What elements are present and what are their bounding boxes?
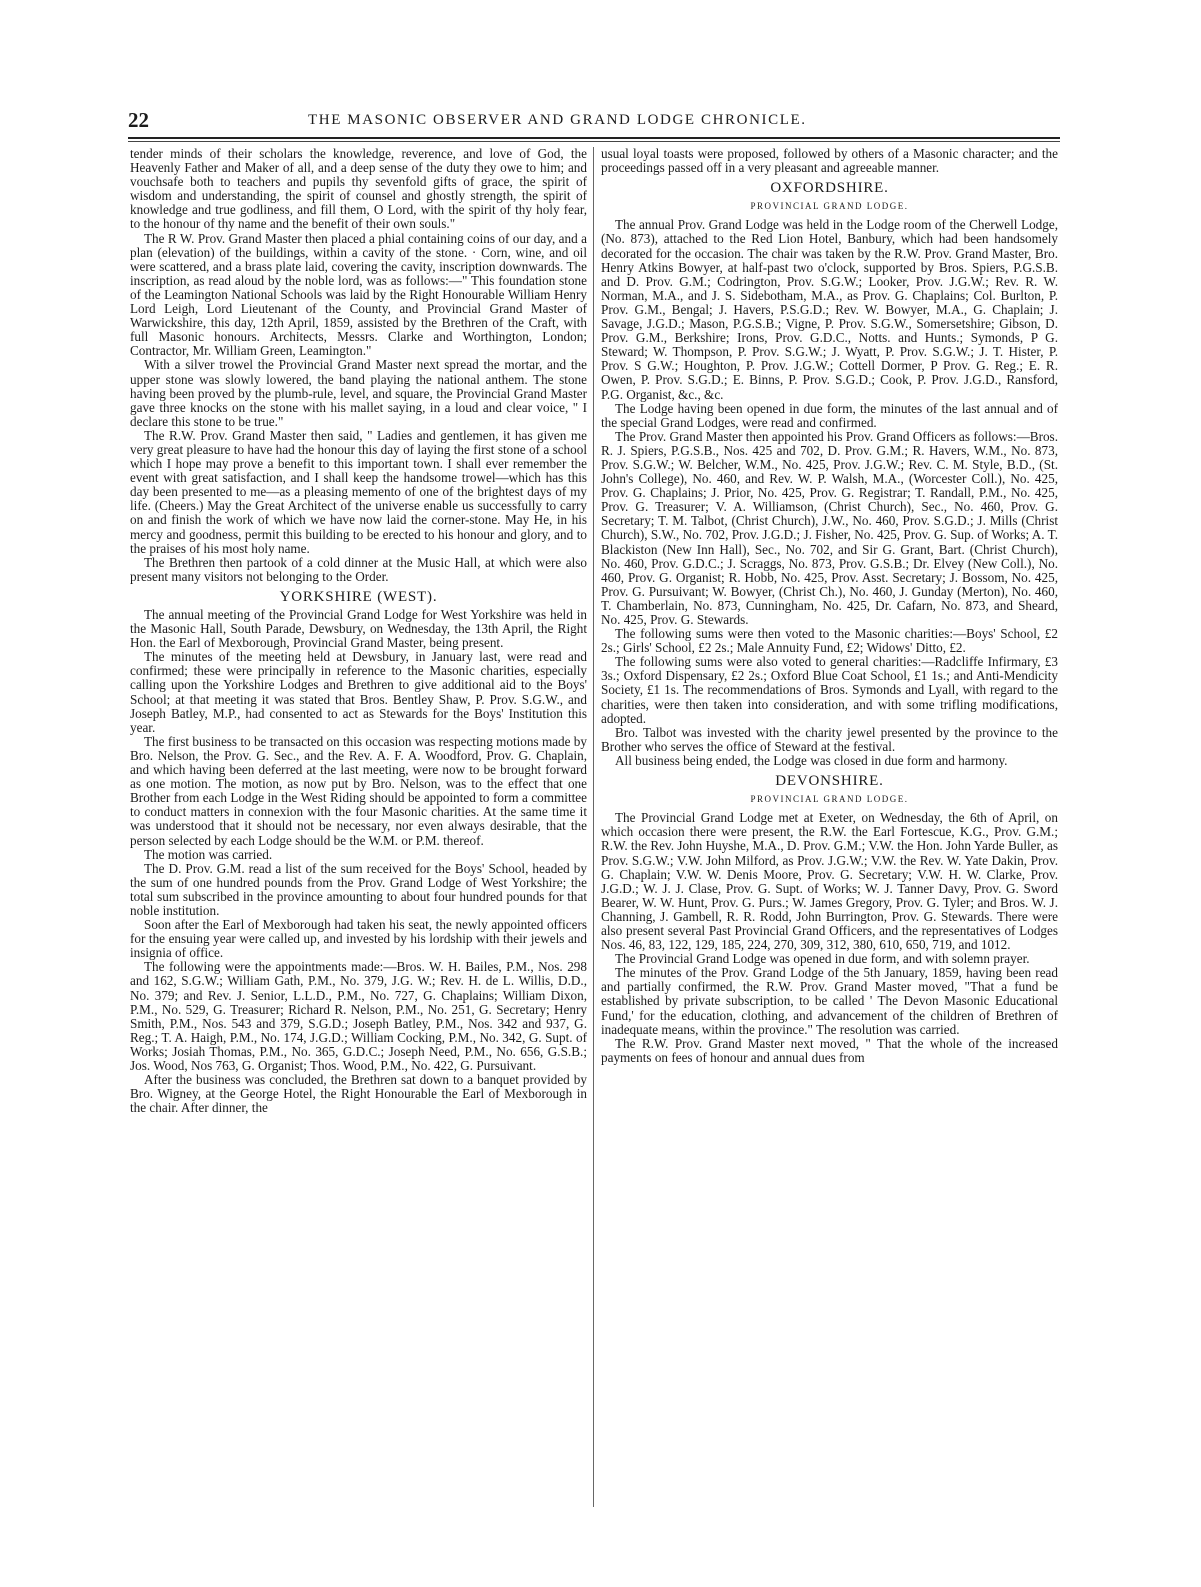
paragraph: The annual meeting of the Provincial Grand Lodge for West Yorkshire was held in the Masonic Hall, South Parade, Dewsbury, on Wednesday, the 13th April, the Right Hon. the Earl of Mexborough, Provincial Grand Master, being present. — [130, 607, 587, 651]
paragraph: The annual Prov. Grand Lodge was held in the Lodge room of the Cherwell Lodge, (No. 873), attached to the Red Lion Hotel, Banbury, which had been handsomely decorated for the occasion. The chair was taken by the R.W. Prov. Grand Master, Bro. Henry Atkins Bowyer, at half-past two o'clock, supported by Bros. Spiers, P.G.S.B. and D. Prov. G.M.; Codrington, Prov. S.G.W.; Looker, Prov. J.G.W.; Rev. R. W. Norman, M.A., and J. S. Sidebotham, M.A., as Prov. G. Chaplains; Col. Burlton, P. Prov. G.M., Bengal; J. Havers, P.S.G.D.; Rev. W. Bowyer, M.A., G. Chaplain; J. Savage, J.G.D.; Mason, P.G.S.B.; Vigne, P. Prov. S.G.W., Somersetshire; Gibson, D. Prov. G.M., Berkshire; Irons, Prov. G.D.C., Notts. and Hunts.; Symonds, P G. Steward; W. Thompson, P. Prov. S.G.W.; J. Wyatt, P. Prov. S.G.W.; J. T. Hister, P. Prov. S G.W.; Houghton, P. Prov. J.G.W.; Cottell Dormer, P Prov. G. Reg.; E. R. Owen, P. Prov. S.G.D.; E. Binns, P. Prov. S.G.D.; Cook, P. Prov. J.G.D., Ransford, P.G. Organist, &c., &c. — [601, 217, 1058, 402]
paragraph: With a silver trowel the Provincial Grand Master next spread the mortar, and the upper stone was slowly lowered, the band playing the national anthem. The stone having been proved by the plumb-rule, level, and square, the Provincial Grand Master gave three knocks on the stone with his mallet saying, in a loud and clear voice, " I declare this stone to be true." — [130, 357, 587, 429]
paragraph: The minutes of the meeting held at Dewsbury, in January last, were read and confirmed; these were principally in reference to the Masonic charities, especially calling upon the Yorkshire Lodges and Brethren to give additional aid to the Boys' School; at that meeting it was stated that Bros. Bentley Shaw, P. Prov. S.G.W., and Joseph Batley, M.P., had consented to act as Stewards for the Boys' Institution this year. — [130, 649, 587, 735]
subheading-devonshire: PROVINCIAL GRAND LODGE. — [750, 794, 909, 805]
paragraph: The R W. Prov. Grand Master then placed a phial containing coins of our day, and a plan (elevation) of the buildings, within a cavity of the stone. · Corn, wine, and oil were scattered, and a brass plate laid, covering the cavity, inscription downwards. The inscription, as read aloud by the noble lord, was as follows:—" This foundation stone of the Leamington National Schools was laid by the Right Honourable William Henry Lord Leigh, Lord Lieutenant of the County, and Provincial Grand Master of Warwickshire, this day, 12th April, 1859, assisted by the Brethren of the Craft, with full Masonic honours. Architects, Messrs. Clarke and Worthington, London; Contractor, Mr. William Green, Leamington." — [130, 230, 587, 359]
header-rule-thin — [128, 141, 1060, 142]
right-column — [601, 147, 1058, 1517]
paragraph: The following sums were then voted to the Masonic charities:—Boys' School, £2 2s.; Girls' School, £2 2s.; Male Annuity Fund, £2; Widows' Ditto, £2. — [601, 626, 1058, 656]
paragraph: The R.W. Prov. Grand Master then said, " Ladies and gentlemen, it has given me very great pleasure to have had the honour this day of laying the first stone of a school which I hope may prove a benefit to this important town. I shall ever remember the event with great satisfaction, and I shall keep the handsome trowel—which has this day been presented to me—as a pleasing memento of one of the brightest days of my life. (Cheers.) May the Great Architect of the universe enable us successfully to carry on and finish the work of which we have now laid the corner-stone. May He, in his mercy and goodness, permit this building to be erected to his honour and glory, and to the praises of his most holy name. — [130, 427, 587, 556]
header-rule — [128, 137, 1060, 139]
paragraph: The Provincial Grand Lodge was opened in due form, and with solemn prayer. — [615, 951, 1030, 967]
paragraph: Bro. Talbot was invested with the charity jewel presented by the province to the Brother who serves the office of Steward at the festival. — [601, 724, 1058, 754]
paragraph: All business being ended, the Lodge was closed in due form and harmony. — [615, 752, 1008, 768]
paragraph: The first business to be transacted on this occasion was respecting motions made by Bro. Nelson, the Prov. G. Sec., and the Rev. A. F. A. Woodford, Prov. G. Chaplain, and which having been deferred at the last meeting, were now to be brought forward as one motion. The motion, as now put by Bro. Nelson, was to the effect that one Brother from each Lodge in the West Riding should be appointed to form a committee to conduct matters in connexion with the four Masonic charities. At the same time it was understood that it should not be necessary, nor even always desirable, that the person selected by each Lodge should be the W.M. or P.M. thereof. — [130, 733, 587, 848]
page-header — [128, 108, 1060, 134]
section-heading-oxfordshire: OXFORDSHIRE. — [770, 180, 889, 197]
paragraph: The motion was carried. — [144, 846, 273, 862]
paragraph: The Prov. Grand Master then appointed his Prov. Grand Officers as follows:—Bros. R. J. Spiers, P.G.S.B., Nos. 425 and 702, D. Prov. G.M.; R. Havers, W.M., No. 873, Prov. S.G.W.; W. Belcher, W.M., No. 425, Prov. J.G.W.; Rev. C. M. Style, B.D., (St. John's College), No. 460, and Rev. W. P. Walsh, M.A., (Worcester Coll.), No. 425, Prov. G. Chaplains; J. Prior, No. 425, Prov. G. Registrar; T. Randall, P.M., No. 425, Prov. G. Treasurer; V. A. Williamson, (Christ Church), Sec., No. 460, Prov. G. Secretary; T. M. Talbot, (Christ Church), J.W., No. 460, Prov. S.G.D.; J. Mills (Christ Church), S.W., No. 702, Prov. J.G.D.; J. Fisher, No. 425, Prov. G. Sup. of Works; A. T. Blackiston (New Inn Hall), Sec., No. 702, and Sir G. Grant, Bart. (Christ Church), No. 460, Prov. G.D.C.; J. Scraggs, No. 873, Prov. G.S.B.; Dr. Elvey (New Coll.), No. 460, Prov. G. Organist; R. Hobb, No. 425, Prov. Asst. Secretary; J. Bossom, No. 425, Prov. G. Pursuivant; W. Bowyer, (Christ Ch.), No. 460, J. Gunday (Merton), No. 460, T. Chamberlain, No. 873, Cunningham, No. 425, Dr. Cafarn, No. 873, and Sheard, No. 425, Prov. G. Stewards. — [601, 428, 1058, 627]
running-title: THE MASONIC OBSERVER AND GRAND LODGE CHRONICLE. — [308, 112, 807, 128]
page-number: 22 — [128, 108, 149, 132]
paragraph: The D. Prov. G.M. read a list of the sum received for the Boys' School, headed by the sum of one hundred pounds from the Prov. Grand Lodge of West Yorkshire; the total sum subscribed in the province amounting to about four hundred pounds for that noble institution. — [130, 860, 587, 918]
paragraph: The following were the appointments made:—Bros. W. H. Bailes, P.M., Nos. 298 and 162, S.G.W.; William Gath, P.M., No. 379, J.G. W.; Rev. H. de L. Willis, D.D., No. 379; and Rev. J. Senior, L.L.D., P.M., No. 727, G. Chaplains; William Dixon, P.M., No. 529, G. Treasurer; Richard R. Nelson, P.M., No. 251, G. Secretary; Henry Smith, P.M., Nos. 543 and 379, S.G.D.; Joseph Batley, P.M., Nos. 342 and 937, G. Reg.; T. A. Haigh, P.M., No. 174, J.G.D.; William Cocking, P.M., No. 342, G. Supt. of Works; Josiah Thomas, P.M., No. 365, G.D.C.; Joseph Need, P.M., No. 656, G.S.B.; Jos. Wood, Nos 763, G. Organist; Thos. Wood, P.M., No. 422, G. Pursuivant. — [130, 959, 587, 1073]
paragraph: The Brethren then partook of a cold dinner at the Music Hall, at which were also present many visitors not belonging to the Order. — [130, 554, 587, 584]
section-heading-devonshire: DEVONSHIRE. — [775, 773, 884, 790]
paragraph: The minutes of the Prov. Grand Lodge of the 5th January, 1859, having been read and partially confirmed, the R.W. Prov. Grand Master moved, "That a fund be established by private subscription, to be called ' The Devon Masonic Educational Fund,' for the education, clothing, and advancement of the children of Brethren of inadequate means, within the province." The resolution was carried. — [601, 965, 1058, 1037]
paragraph: tender minds of their scholars the knowledge, reverence, and love of God, the Heavenly Father and Maker of all, and a deep sense of the duty they owe to him; and vouchsafe both to teachers and pupils thy sevenfold gifts of grace, the spirit of wisdom and understanding, the spirit of counsel and ghostly strength, the spirit of knowledge and true godliness, and fill them, O Lord, with the spirit of thy holy fear, to the honour of thy name and the benefit of their own souls." — [130, 147, 587, 232]
left-column — [130, 147, 587, 1517]
paragraph: usual loyal toasts were proposed, followed by others of a Masonic character; and the proceedings passed off in a very pleasant and agreeable manner. — [601, 147, 1058, 176]
paragraph: The R.W. Prov. Grand Master next moved, " That the whole of the increased payments on fees of honour and annual dues from — [601, 1035, 1058, 1065]
paragraph: After the business was concluded, the Brethren sat down to a banquet provided by Bro. Wigney, at the George Hotel, the Right Honourable the Earl of Mexborough in the chair. After dinner, the — [130, 1072, 587, 1116]
subheading-oxfordshire: PROVINCIAL GRAND LODGE. — [750, 201, 909, 212]
paragraph: The Lodge having been opened in due form, the minutes of the last annual and of the special Grand Lodges, were read and confirmed. — [601, 400, 1058, 430]
column-divider — [593, 147, 594, 1507]
section-heading-yorkshire: YORKSHIRE (WEST). — [279, 588, 438, 605]
paragraph: The following sums were also voted to general charities:—Radcliffe Infirmary, £3 3s.; Oxford Dispensary, £2 2s.; Oxford Blue Coat School, £1 1s.; and Anti-Mendicity Society, £1 1s. The recommendations of Bros. Symonds and Lyall, with regard to the charities, were then taken into consideration, and with some trifling modifications, adopted. — [601, 654, 1058, 726]
paragraph: Soon after the Earl of Mexborough had taken his seat, the newly appointed officers for the ensuing year were called up, and invested by his lordship with their jewels and insignia of office. — [130, 917, 587, 961]
paragraph: The Provincial Grand Lodge met at Exeter, on Wednesday, the 6th of April, on which occasion there were present, the R.W. the Earl Fortescue, K.G., Prov. G.M.; R.W. the Rev. John Huyshe, M.A., D. Prov. G.M.; V.W. the Hon. John Yarde Buller, as Prov. S.G.W.; V.W. John Milford, as Prov. J.G.W.; V.W. the Rev. W. Yate Dakin, Prov. G. Chaplain; V.W. W. Denis Moore, Prov. G. Secretary; V.W. H. W. Clarke, Prov. J.G.D.; W. J. J. Clase, Prov. G. Supt. of Works; W. J. Tanner Davy, Prov. G. Sword Bearer, W. W. Hunt, Prov. G. Purs.; W. James Gregory, Prov. G. Tyler; and Bros. W. J. Channing, J. Gambell, R. R. Rodd, John Burrington, Prov. G. Stewards. There were also present several Past Provincial Grand Officers, and the representatives of Lodges Nos. 46, 83, 122, 129, 185, 224, 270, 309, 312, 380, 610, 650, 719, and 1012. — [601, 810, 1058, 953]
